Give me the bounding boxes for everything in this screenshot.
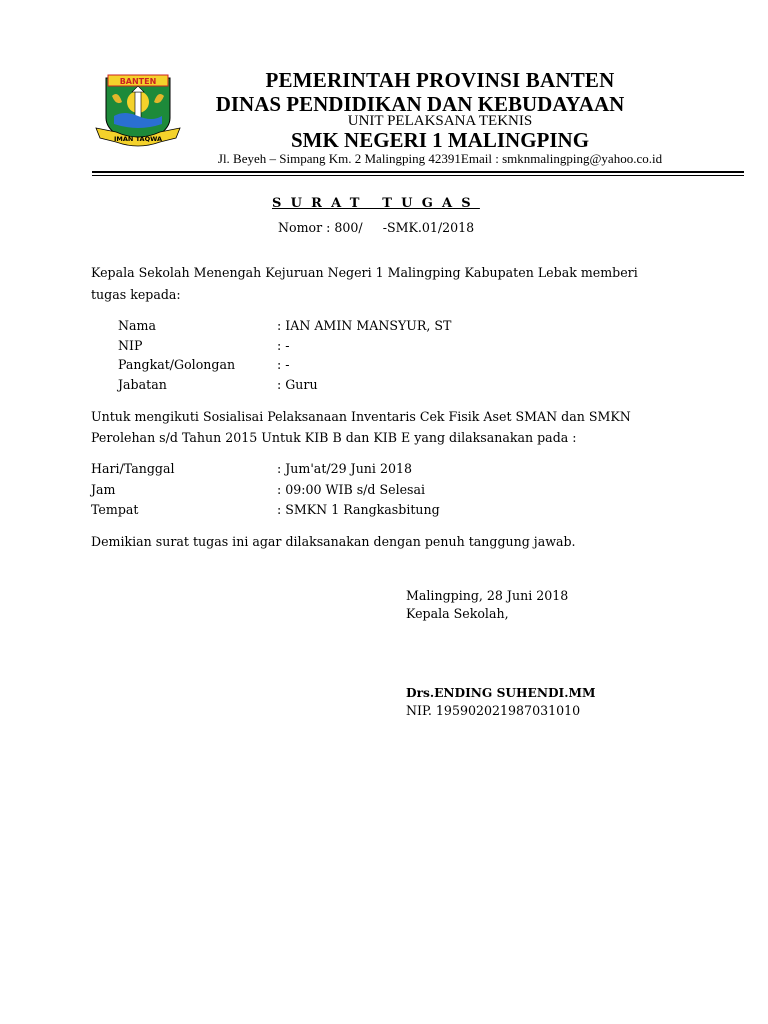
letterhead-unit: UNIT PELAKSANA TEKNIS xyxy=(347,113,533,129)
assignee-rank-label: Pangkat/Golongan xyxy=(118,357,236,372)
assignee-rank-value: : - xyxy=(277,357,290,372)
purpose-line-1: Untuk mengikuti Sosialisai Pelaksanaan Inventaris Cek Fisik Aset SMAN dan SMKN xyxy=(91,409,631,424)
letterhead-school-name: SMK NEGERI 1 MALINGPING xyxy=(290,128,590,152)
assignee-nip-value: : - xyxy=(277,338,290,353)
document-number: Nomor : 800/ -SMK.01/2018 xyxy=(278,220,475,235)
logo-bottom-text: IMAN TAQWA xyxy=(113,135,163,143)
assignee-position-value: : Guru xyxy=(277,377,318,392)
assignee-nip-label: NIP xyxy=(118,338,143,353)
assignee-name-label: Nama xyxy=(118,318,156,333)
letterhead-divider-thick xyxy=(92,171,744,173)
signature-place-date: Malingping, 28 Juni 2018 xyxy=(406,588,569,603)
schedule-time-value: : 09:00 WIB s/d Selesai xyxy=(277,482,426,497)
closing-statement: Demikian surat tugas ini agar dilaksanakan dengan penuh tanggung jawab. xyxy=(91,534,576,549)
signatory-name: Drs.ENDING SUHENDI.MM xyxy=(406,686,596,700)
document-title: SURAT TUGAS xyxy=(272,196,480,211)
letterhead-divider-thin xyxy=(92,175,744,176)
intro-line-1: Kepala Sekolah Menengah Kejuruan Negeri 1 Malingping Kabupaten Lebak memberi xyxy=(91,265,638,280)
schedule-day-value: : Jum'at/29 Juni 2018 xyxy=(277,461,413,476)
schedule-place-label: Tempat xyxy=(91,502,139,517)
schedule-day-label: Hari/Tanggal xyxy=(91,461,175,476)
assignee-position-label: Jabatan xyxy=(118,377,167,392)
logo-top-text: BANTEN xyxy=(119,77,157,86)
signatory-nip: NIP. 195902021987031010 xyxy=(406,703,581,718)
purpose-line-2: Perolehan s/d Tahun 2015 Untuk KIB B dan KIB E yang dilaksanakan pada : xyxy=(91,430,577,445)
assignee-name-value: : IAN AMIN MANSYUR, ST xyxy=(277,318,452,333)
letterhead-address: Jl. Beyeh – Simpang Km. 2 Malingping 42391Email : smknmalingping@yahoo.co.id xyxy=(217,151,663,166)
signature-role: Kepala Sekolah, xyxy=(406,606,509,621)
schedule-place-value: : SMKN 1 Rangkasbitung xyxy=(277,502,440,517)
letterhead-government: PEMERINTAH PROVINSI BANTEN xyxy=(265,68,615,92)
schedule-time-label: Jam xyxy=(91,482,116,497)
letterhead-department: DINAS PENDIDIKAN DAN KEBUDAYAAN xyxy=(215,92,625,116)
intro-line-2: tugas kepada: xyxy=(91,287,181,302)
